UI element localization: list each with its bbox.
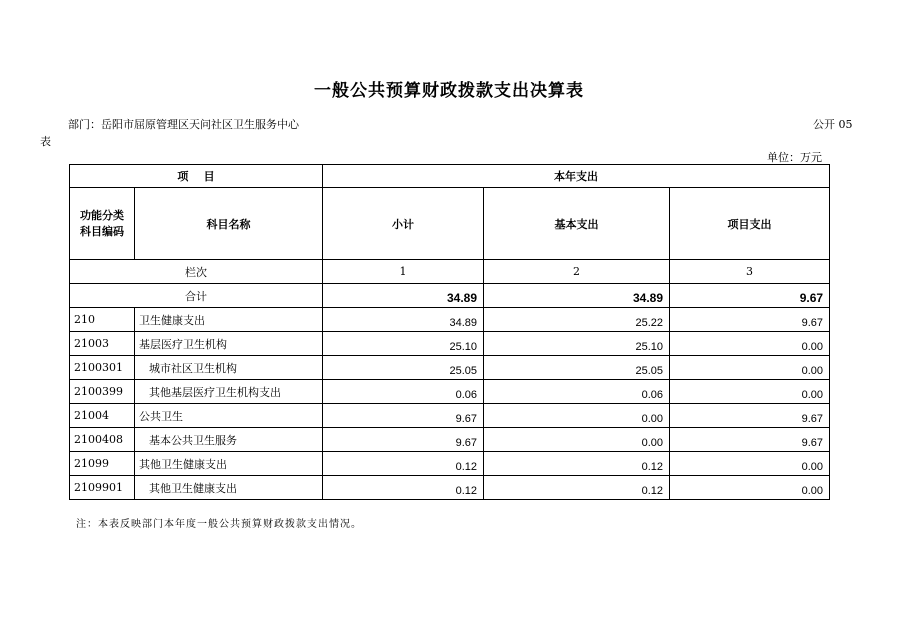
row-subtotal: 0.06 bbox=[323, 380, 484, 404]
row-code: 21099 bbox=[70, 452, 135, 476]
total-row bbox=[70, 284, 830, 308]
department-label: 部门：岳阳市屈原管理区天问社区卫生服务中心 bbox=[68, 118, 299, 131]
row-project: 9.67 bbox=[670, 308, 830, 332]
form-code-wrap: 表 bbox=[40, 135, 51, 148]
row-project: 0.00 bbox=[670, 332, 830, 356]
row-basic: 25.22 bbox=[484, 308, 670, 332]
header-func-code: 功能分类 科目编码 bbox=[70, 188, 135, 260]
row-code: 2109901 bbox=[70, 476, 135, 500]
col-1: 1 bbox=[323, 260, 484, 284]
col-order-label: 栏次 bbox=[70, 260, 323, 284]
table-row bbox=[70, 428, 830, 452]
table-row bbox=[70, 404, 830, 428]
header-subject-name: 科目名称 bbox=[135, 188, 323, 260]
header-basic: 基本支出 bbox=[484, 188, 670, 260]
row-name: 其他基层医疗卫生机构支出 bbox=[135, 380, 323, 404]
header-subtotal: 小计 bbox=[323, 188, 484, 260]
header-project-exp: 项目支出 bbox=[670, 188, 830, 260]
row-name: 其他卫生健康支出 bbox=[135, 476, 323, 500]
row-project: 0.00 bbox=[670, 356, 830, 380]
col-2: 2 bbox=[484, 260, 670, 284]
row-name: 其他卫生健康支出 bbox=[135, 452, 323, 476]
total-subtotal: 34.89 bbox=[323, 284, 484, 308]
row-project: 0.00 bbox=[670, 380, 830, 404]
footnote: 注：本表反映部门本年度一般公共预算财政拨款支出情况。 bbox=[76, 519, 362, 530]
table-row bbox=[70, 380, 830, 404]
table-row bbox=[70, 332, 830, 356]
row-name: 基层医疗卫生机构 bbox=[135, 332, 323, 356]
row-subtotal: 34.89 bbox=[323, 308, 484, 332]
header-project: 项 目 bbox=[70, 165, 323, 188]
row-basic: 25.05 bbox=[484, 356, 670, 380]
row-basic: 0.06 bbox=[484, 380, 670, 404]
table-row bbox=[70, 308, 830, 332]
row-project: 0.00 bbox=[670, 452, 830, 476]
row-subtotal: 9.67 bbox=[323, 428, 484, 452]
total-label: 合计 bbox=[70, 284, 323, 308]
form-code: 公开 05 bbox=[813, 118, 853, 131]
total-project: 9.67 bbox=[670, 284, 830, 308]
table-row bbox=[70, 356, 830, 380]
budget-table bbox=[69, 164, 830, 500]
unit-label: 单位：万元 bbox=[767, 151, 822, 164]
row-basic: 0.12 bbox=[484, 452, 670, 476]
page-title: 一般公共预算财政拨款支出决算表 bbox=[314, 81, 584, 101]
row-project: 0.00 bbox=[670, 476, 830, 500]
total-basic: 34.89 bbox=[484, 284, 670, 308]
row-subtotal: 25.10 bbox=[323, 332, 484, 356]
row-code: 2100301 bbox=[70, 356, 135, 380]
table-row bbox=[70, 452, 830, 476]
row-subtotal: 9.67 bbox=[323, 404, 484, 428]
row-name: 卫生健康支出 bbox=[135, 308, 323, 332]
row-code: 2100399 bbox=[70, 380, 135, 404]
row-name: 城市社区卫生机构 bbox=[135, 356, 323, 380]
row-project: 9.67 bbox=[670, 404, 830, 428]
col-3: 3 bbox=[670, 260, 830, 284]
row-name: 基本公共卫生服务 bbox=[135, 428, 323, 452]
row-code: 21003 bbox=[70, 332, 135, 356]
row-basic: 0.12 bbox=[484, 476, 670, 500]
row-name: 公共卫生 bbox=[135, 404, 323, 428]
row-code: 210 bbox=[70, 308, 135, 332]
row-subtotal: 0.12 bbox=[323, 452, 484, 476]
row-basic: 0.00 bbox=[484, 404, 670, 428]
header-current-year: 本年支出 bbox=[323, 165, 830, 188]
row-project: 9.67 bbox=[670, 428, 830, 452]
table-row bbox=[70, 476, 830, 500]
row-code: 21004 bbox=[70, 404, 135, 428]
row-basic: 25.10 bbox=[484, 332, 670, 356]
row-subtotal: 0.12 bbox=[323, 476, 484, 500]
row-subtotal: 25.05 bbox=[323, 356, 484, 380]
row-code: 2100408 bbox=[70, 428, 135, 452]
row-basic: 0.00 bbox=[484, 428, 670, 452]
